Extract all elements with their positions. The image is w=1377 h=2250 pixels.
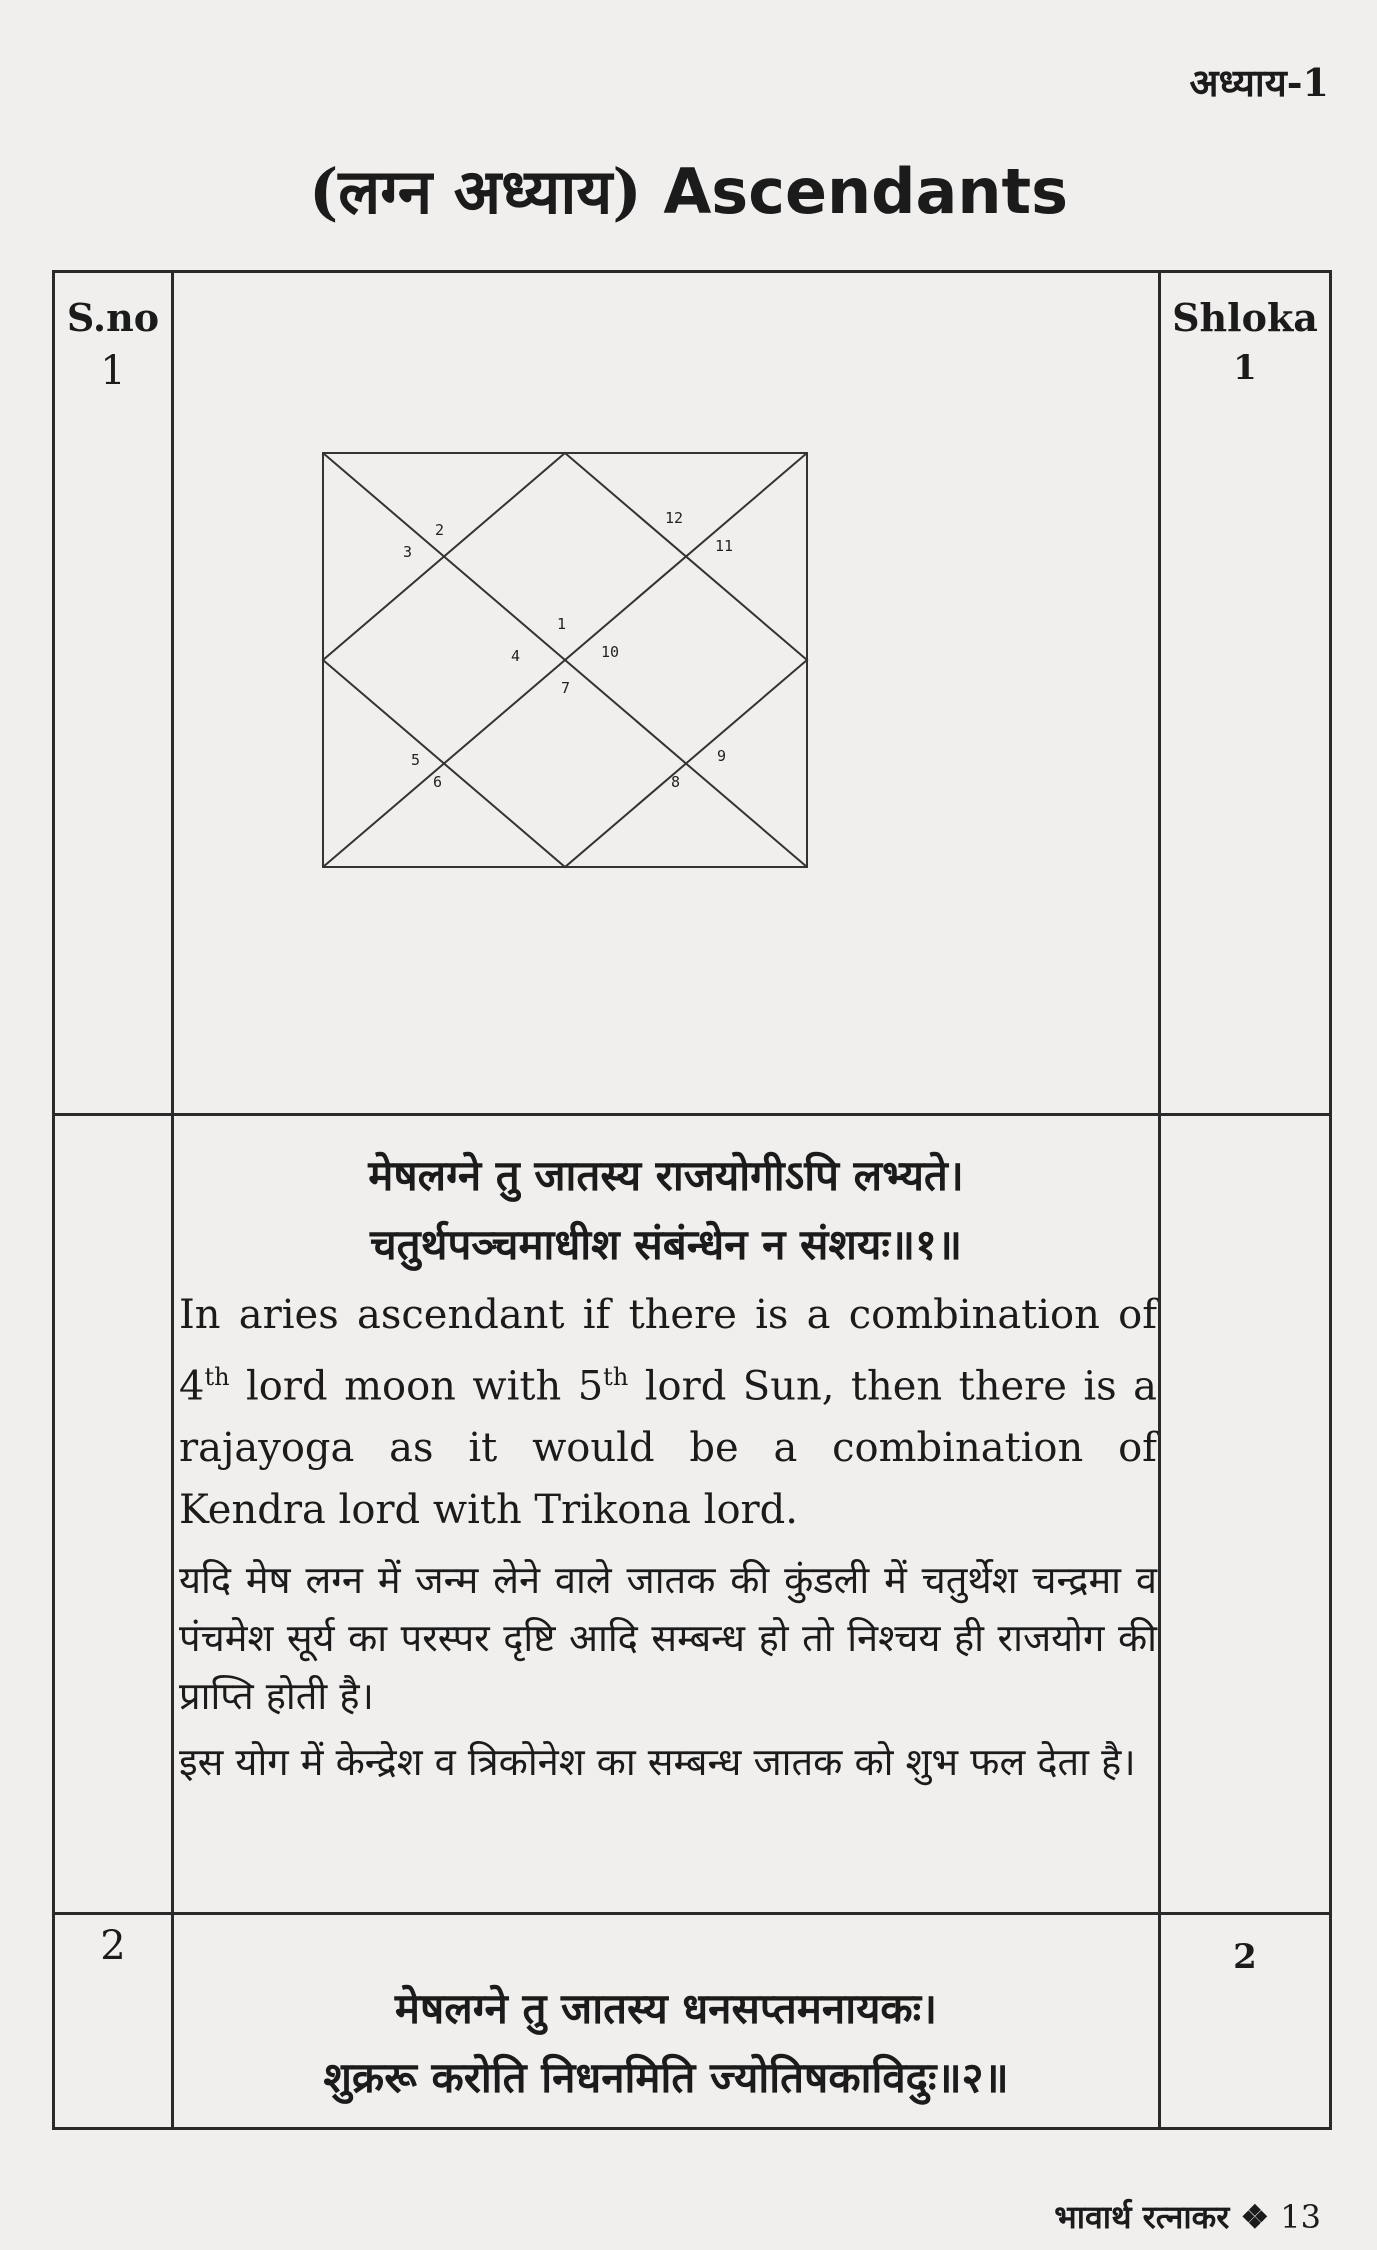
house-1-label: 1 [557, 615, 567, 633]
verse-line: चतुर्थपञ्चमाधीश संबंन्धेन न संशयः॥१॥ [370, 1220, 962, 1269]
chart-cell [171, 273, 1161, 1113]
shloka-number: 2 [1233, 1937, 1257, 1977]
verse-line: मेषलग्ने तु जातस्य धनसप्तमनायकः। [394, 1984, 938, 2033]
sno-column [55, 273, 174, 1113]
verse-line: मेषलग्ने तु जातस्य राजयोगीऽपि लभ्यते। [368, 1151, 964, 1200]
verse-cell [171, 1915, 1161, 2127]
ordinal-suffix: th [603, 1363, 629, 1391]
house-10-label: 10 [601, 643, 620, 661]
table-row-chart [52, 270, 1332, 1116]
house-4-label: 4 [511, 647, 521, 665]
table-row-verse-2 [52, 1912, 1332, 2130]
sno-header: S.no [66, 295, 160, 340]
birth-chart-diagram [321, 451, 1017, 1047]
sno-column [55, 1116, 174, 1912]
sno-value: 2 [100, 1923, 126, 1969]
page-number: 13 [1280, 2198, 1321, 2236]
shloka-header: Shloka [1172, 295, 1318, 340]
page-title [0, 148, 1377, 232]
hindi-translation: यदि मेष लग्न में जन्म लेने वाले जातक की कुंडली में चतुर्थेश चन्द्रमा व पंचमेश सूर्य का परस्पर दृष्टि आदि सम्बन्ध हो तो निश्चय ही राजयोग की प्राप्ति होती है। [179, 1558, 1157, 1719]
english-translation [171, 1284, 1161, 1541]
house-6-label: 6 [433, 773, 443, 791]
shloka-column [1158, 1116, 1329, 1912]
birth-chart [321, 451, 1017, 1047]
english-text: lord Sun, then there is a rajayoga as it would be a combination of Kendra lord with Trikona lord. [179, 1363, 1157, 1534]
shloka-column [1158, 1915, 1329, 2127]
shloka-number: 1 [1233, 348, 1257, 388]
ordinal-suffix: th [204, 1363, 230, 1391]
sno-value: 1 [100, 348, 126, 394]
house-8-label: 8 [671, 773, 681, 791]
verse-line: शुक्ररू करोति निधनमिति ज्योतिषकाविदुः॥२॥ [323, 2053, 1009, 2102]
ornament-icon: ❖ [1240, 2198, 1270, 2236]
house-5-label: 5 [411, 751, 421, 769]
hindi-note: इस योग में केन्द्रेश व त्रिकोनेश का सम्बन्ध जातक को शुभ फल देता है। [179, 1740, 1136, 1785]
title-hindi: (लग्न अध्याय) [308, 155, 642, 228]
verse-cell [171, 1116, 1161, 1912]
house-7-label: 7 [561, 679, 571, 697]
book-title: भावार्थ रत्नाकर [1054, 2198, 1230, 2236]
table-row-verse-1 [52, 1113, 1332, 1915]
title-english: Ascendants [663, 155, 1069, 228]
house-2-label: 2 [435, 521, 445, 539]
shloka-column [1158, 273, 1329, 1113]
page-footer [1054, 2195, 1321, 2238]
english-text: In aries ascendant if there is a combination of 4 [179, 1292, 1157, 1410]
english-text: lord moon with 5 [229, 1363, 604, 1410]
house-3-label: 3 [403, 543, 413, 561]
house-11-label: 11 [715, 537, 734, 555]
house-9-label: 9 [717, 747, 727, 765]
sno-column [55, 1915, 174, 2127]
chapter-label: अध्याय-1 [1189, 60, 1329, 105]
house-12-label: 12 [665, 509, 684, 527]
